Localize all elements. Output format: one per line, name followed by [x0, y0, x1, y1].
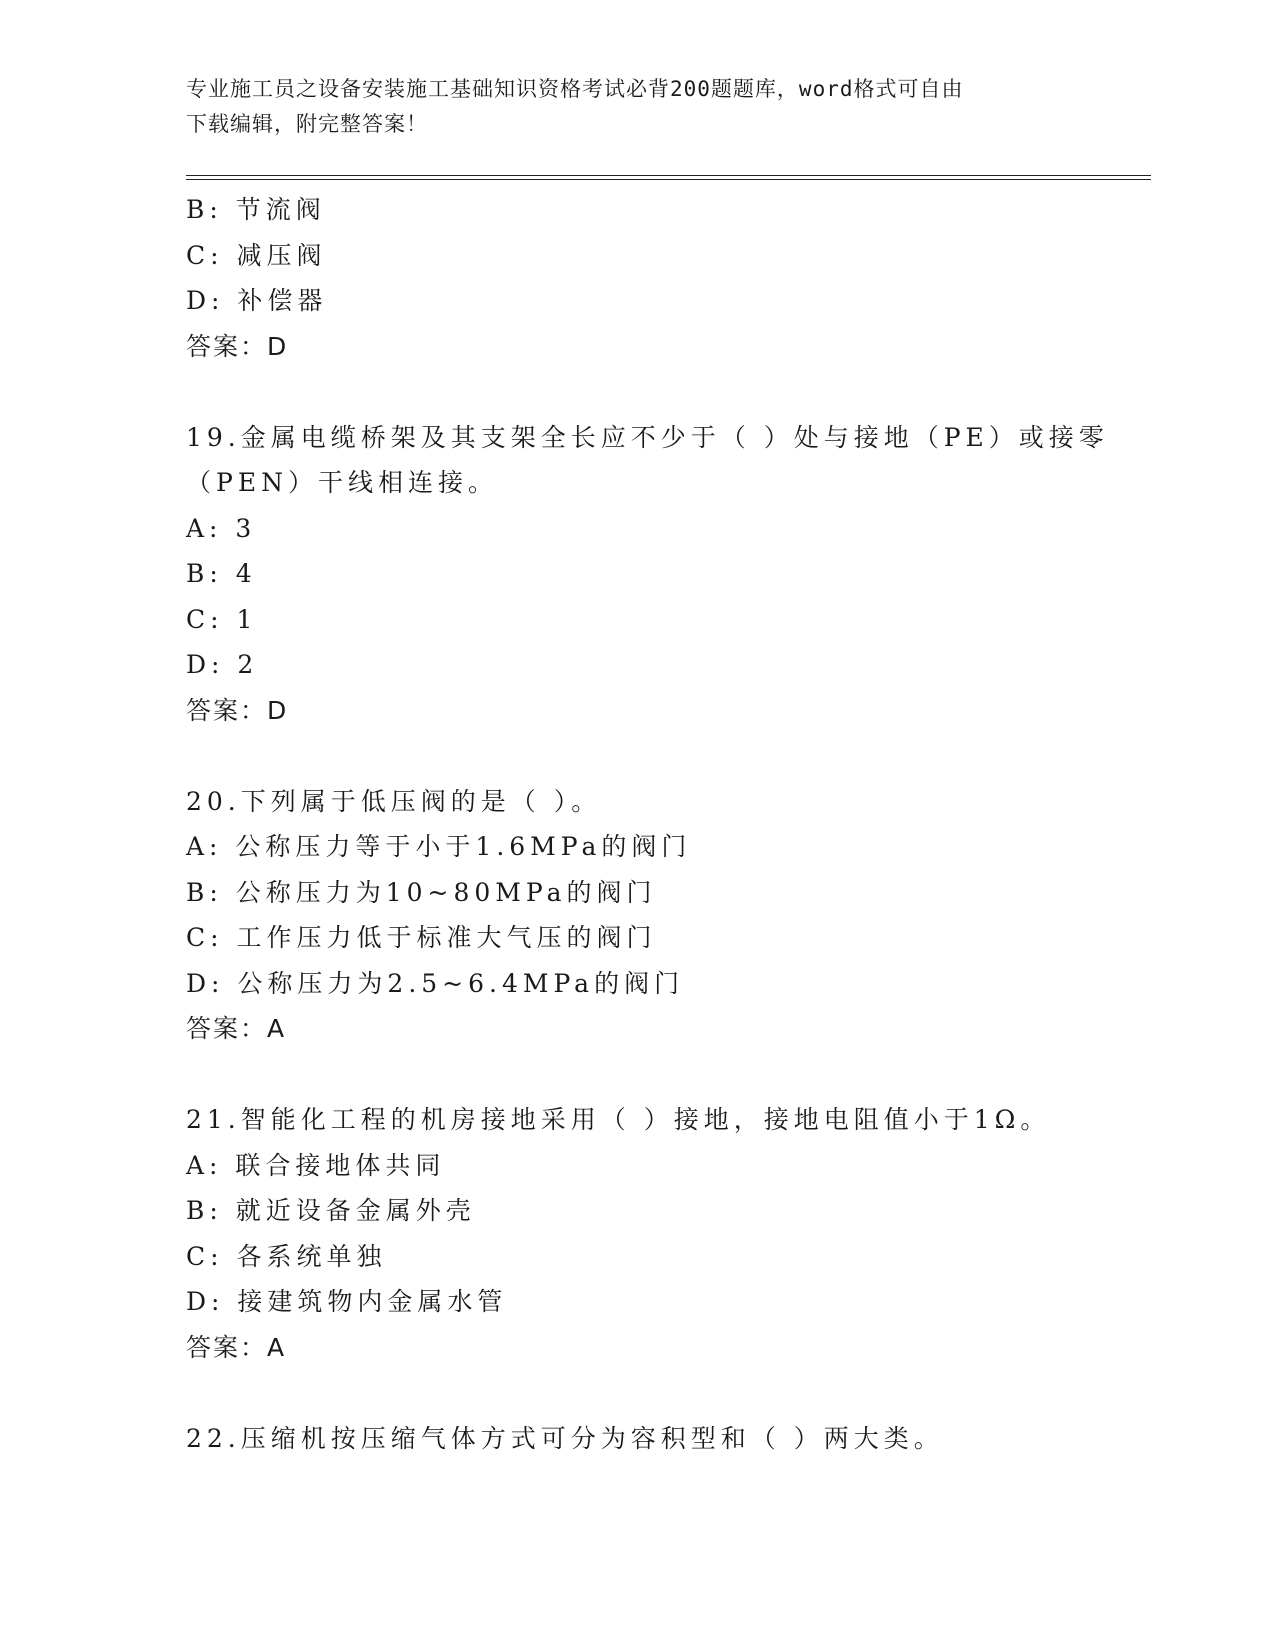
header-title-line2: 下载编辑，附完整答案！ — [186, 112, 428, 136]
spacer — [186, 733, 1151, 779]
option-b: B: 节流阀 — [186, 195, 326, 224]
option-d: D: 公称压力为2.5~6.4MPa的阀门 — [186, 968, 685, 998]
option-a: A: 联合接地体共同 — [186, 1150, 446, 1180]
document-header — [186, 72, 1066, 142]
option-c: C: 工作压力低于标准大气压的阀门 — [186, 923, 657, 952]
option-a: A: 3 — [186, 513, 257, 543]
answer: 答案：D — [186, 331, 289, 361]
option-b: B: 就近设备金属外壳 — [186, 1196, 476, 1225]
header-divider — [186, 175, 1151, 180]
question-19 — [186, 415, 1151, 734]
document-page — [186, 72, 1151, 1461]
spacer — [186, 1052, 1151, 1098]
question-stem: 22.压缩机按压缩气体方式可分为容积型和（ ）两大类。 — [186, 1423, 944, 1453]
question-stem: 19.金属电缆桥架及其支架全长应不少于（ ）处与接地（PE）或接零 — [186, 422, 1109, 452]
question-stem: 20.下列属于低压阀的是（ ）。 — [186, 786, 602, 816]
spacer — [186, 1370, 1151, 1416]
option-a: A: 公称压力等于小于1.6MPa的阀门 — [186, 832, 692, 861]
question-stem-continued: （PEN）干线相连接。 — [186, 468, 498, 497]
option-d: D: 接建筑物内金属水管 — [186, 1287, 508, 1316]
option-c: C: 1 — [186, 604, 258, 634]
option-d: D: 补偿器 — [186, 286, 328, 315]
option-b: B: 公称压力为10~80MPa的阀门 — [186, 877, 657, 907]
option-d: D: 2 — [186, 650, 259, 679]
question-22 — [186, 1416, 1151, 1462]
header-title-line1: 专业施工员之设备安装施工基础知识资格考试必背200题题库，word格式可自由 — [186, 77, 964, 101]
answer: 答案：A — [186, 1014, 287, 1043]
option-b: B: 4 — [186, 559, 257, 588]
option-c: C: 各系统单独 — [186, 1241, 387, 1271]
question-18-tail — [186, 187, 1151, 369]
answer: 答案：D — [186, 695, 289, 725]
question-20 — [186, 779, 1151, 1052]
spacer — [186, 369, 1151, 415]
option-c: C: 减压阀 — [186, 240, 327, 270]
question-stem: 21.智能化工程的机房接地采用（ ）接地，接地电阻值小于1Ω。 — [186, 1105, 1051, 1134]
question-21 — [186, 1097, 1151, 1370]
answer: 答案：A — [186, 1332, 287, 1362]
